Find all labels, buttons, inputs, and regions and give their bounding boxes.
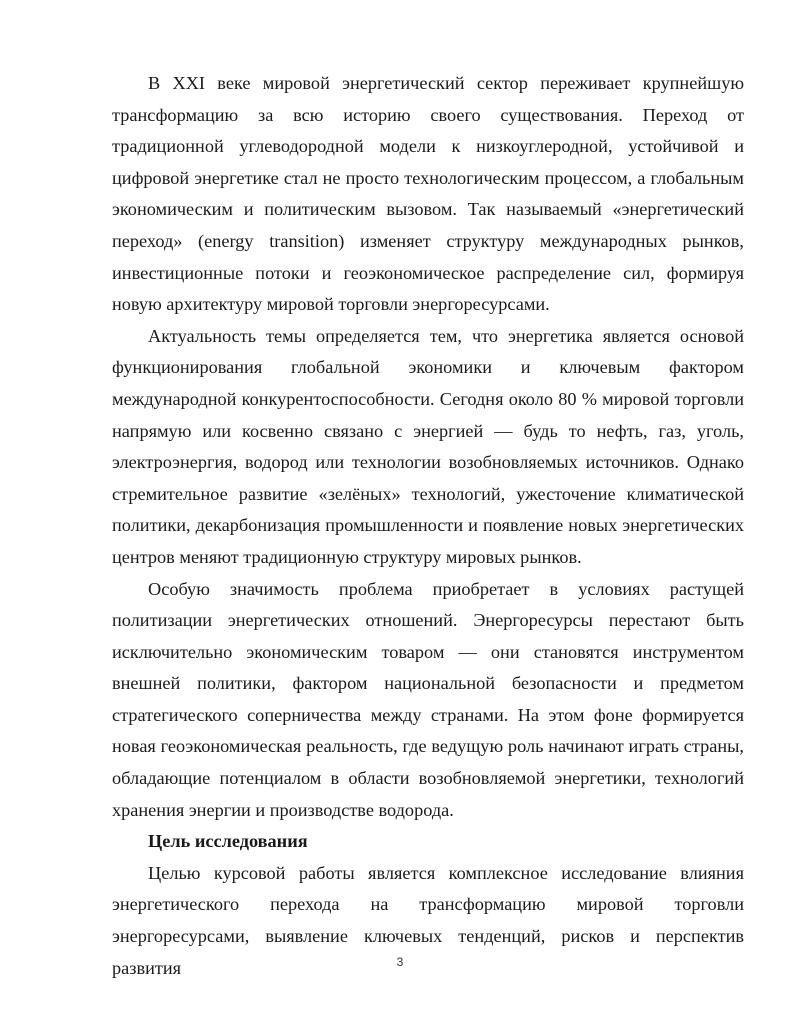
document-page <box>112 68 744 984</box>
paragraph-significance: Особую значимость проблема приобретает в условиях растущей политизации энергетических отношений. Энергоресурсы перестают быть исключительно экономическим товаром — они становятся инструментом внешней политики, фактором национальной безопасности и предметом стратегического соперничества между странами. На этом фоне формируется новая геоэкономическая реальность, где ведущую роль начинают играть страны, обладающие потенциалом в области возобновляемой энергетики, технологий хранения энергии и производстве водорода. <box>112 578 744 820</box>
paragraph-intro: В XXI веке мировой энергетический сектор переживает крупнейшую трансформацию за всю историю своего существования. Переход от традиционной углеводородной модели к низкоуглеродной, устойчивой и цифровой энергетике стал не просто технологическим процессом, а глобальным экономическим и политическим вызовом. Так называемый «энергетический переход» (energy transition) изменяет структуру международных рынков, инвестиционные потоки и геоэкономическое распределение сил, формируя новую архитектуру мировой торговли энергоресурсами. <box>112 73 744 315</box>
page-number: 3 <box>396 955 404 969</box>
paragraph-goal: Целью курсовой работы является комплексное исследование влияния энергетического перехода на трансформацию мировой торговли энергоресурсами, выявление ключевых тенденций, рисков и перспектив развития <box>112 862 744 978</box>
section-heading: Цель исследования <box>148 831 308 852</box>
paragraph-relevance: Актуальность темы определяется тем, что энергетика является основой функционирования глобальной экономики и ключевым фактором международной конкурентоспособности. Сегодня около 80 % мировой торговли напрямую или косвенно связано с энергией — будь то нефть, газ, уголь, электроэнергия, водород или технологии возобновляемых источников. Однако стремительное развитие «зелёных» технологий, ужесточение климатической политики, декарбонизация промышленности и появление новых энергетических центров меняют традиционную структуру мировых рынков. <box>112 325 744 567</box>
